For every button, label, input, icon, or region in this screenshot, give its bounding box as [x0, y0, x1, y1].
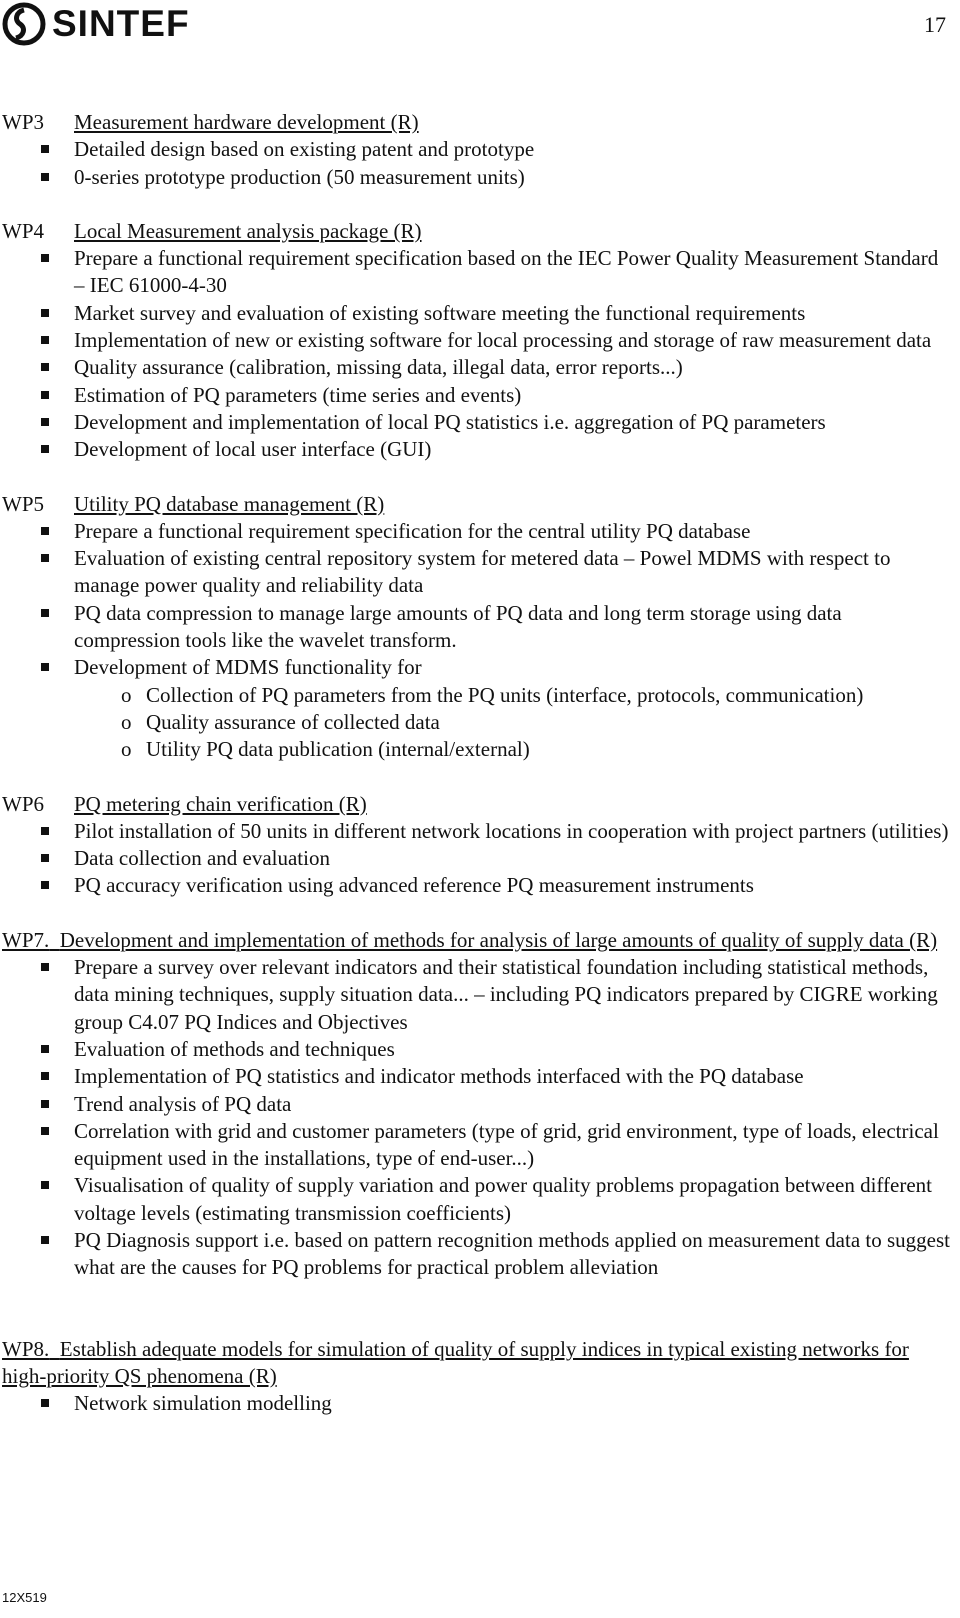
bullet-list — [2, 818, 952, 900]
list-item: Estimation of PQ parameters (time series and events) — [2, 382, 952, 409]
work-package-wp7 — [2, 927, 952, 1282]
list-item: Prepare a functional requirement specification based on the IEC Power Quality Measurement Standard – IEC 61000-4-30 — [2, 245, 952, 300]
list-item: Pilot installation of 50 units in different network locations in cooperation with project partners (utilities) — [2, 818, 952, 845]
wp-code: WP8. — [2, 1336, 50, 1361]
list-item: Detailed design based on existing patent and prototype — [2, 136, 952, 163]
list-item: Development of MDMS functionality for — [2, 654, 952, 681]
wp-code: WP7. — [2, 927, 50, 952]
wp-code: WP4 — [2, 218, 44, 243]
wp-title: Measurement hardware development (R) — [74, 110, 419, 134]
wp-title: Utility PQ database management (R) — [74, 491, 385, 516]
bullet-list — [2, 518, 952, 682]
bullet-list — [2, 136, 952, 191]
sub-list — [2, 682, 952, 764]
wp-heading — [2, 791, 952, 818]
list-item: Implementation of PQ statistics and indicator methods interfaced with the PQ database — [2, 1063, 952, 1090]
wp-heading — [2, 218, 952, 245]
list-item: Prepare a survey over relevant indicators and their statistical foundation including statistical methods, data mining techniques, supply situation data... – including PQ indicators prepared by CIGRE working group C4.07 PQ Indices and Objectives — [2, 954, 952, 1036]
wp-heading — [2, 1336, 952, 1391]
wp-heading — [2, 491, 952, 518]
list-item: Development of local user interface (GUI) — [2, 436, 952, 463]
wp-code: WP5 — [2, 491, 44, 516]
list-item: Evaluation of existing central repository system for metered data – Powel MDMS with respect to manage power quality and reliability data — [2, 545, 952, 600]
logo-text: SINTEF — [52, 3, 190, 44]
list-item: PQ data compression to manage large amounts of PQ data and long term storage using data compression tools like the wavelet transform. — [2, 600, 952, 655]
bullet-list — [2, 1390, 952, 1417]
list-item: PQ accuracy verification using advanced reference PQ measurement instruments — [2, 872, 952, 899]
list-item: PQ Diagnosis support i.e. based on pattern recognition methods applied on measurement data to suggest what are the causes for PQ problems for practical problem alleviation — [2, 1227, 952, 1282]
wp-code: WP3 — [2, 110, 44, 134]
wp-title: PQ metering chain verification (R) — [74, 791, 367, 816]
list-item: Prepare a functional requirement specification for the central utility PQ database — [2, 518, 952, 545]
list-item: Data collection and evaluation — [2, 845, 952, 872]
sintef-logo — [2, 2, 190, 46]
sintef-logo-icon — [2, 2, 46, 46]
work-package-wp8 — [2, 1336, 952, 1418]
work-package-wp3 — [2, 109, 952, 191]
list-item: Implementation of new or existing software for local processing and storage of raw measurement data — [2, 327, 952, 354]
list-item: Trend analysis of PQ data — [2, 1091, 952, 1118]
wp-code: WP6 — [2, 791, 44, 816]
work-package-wp5 — [2, 491, 952, 764]
wp-title: Local Measurement analysis package (R) — [74, 218, 422, 243]
sub-list-item: o Quality assurance of collected data — [74, 709, 952, 736]
sub-list-item: o Collection of PQ parameters from the PQ units (interface, protocols, communication) — [74, 682, 952, 709]
page-number: 17 — [924, 12, 946, 37]
bullet-list — [2, 954, 952, 1282]
document-id: 12X519 — [2, 1590, 47, 1605]
list-item: Visualisation of quality of supply variation and power quality problems propagation between different voltage levels (estimating transmission coefficients) — [2, 1172, 952, 1227]
bullet-list — [2, 245, 952, 463]
wp-heading — [2, 109, 952, 136]
wp-title: Development and implementation of methods for analysis of large amounts of quality of supply data (R) — [59, 927, 938, 952]
list-item: Correlation with grid and customer parameters (type of grid, grid environment, type of loads, electrical equipment used in the installations, type of end-user...) — [2, 1118, 952, 1173]
wp-heading — [2, 927, 952, 954]
list-item: 0-series prototype production (50 measurement units) — [2, 164, 952, 191]
work-package-wp6 — [2, 791, 952, 900]
list-item: Evaluation of methods and techniques — [2, 1036, 952, 1063]
work-package-wp4 — [2, 218, 952, 464]
list-item: Market survey and evaluation of existing software meeting the functional requirements — [2, 300, 952, 327]
list-item: Network simulation modelling — [2, 1390, 952, 1417]
sub-list-item: o Utility PQ data publication (internal/external) — [74, 736, 952, 763]
list-item: Development and implementation of local PQ statistics i.e. aggregation of PQ parameters — [2, 409, 952, 436]
wp-title: Establish adequate models for simulation of quality of supply indices in typical existing networks for high-priority QS phenomena (R) — [2, 1336, 909, 1388]
list-item: Quality assurance (calibration, missing data, illegal data, error reports...) — [2, 354, 952, 381]
document-body — [2, 109, 952, 1444]
